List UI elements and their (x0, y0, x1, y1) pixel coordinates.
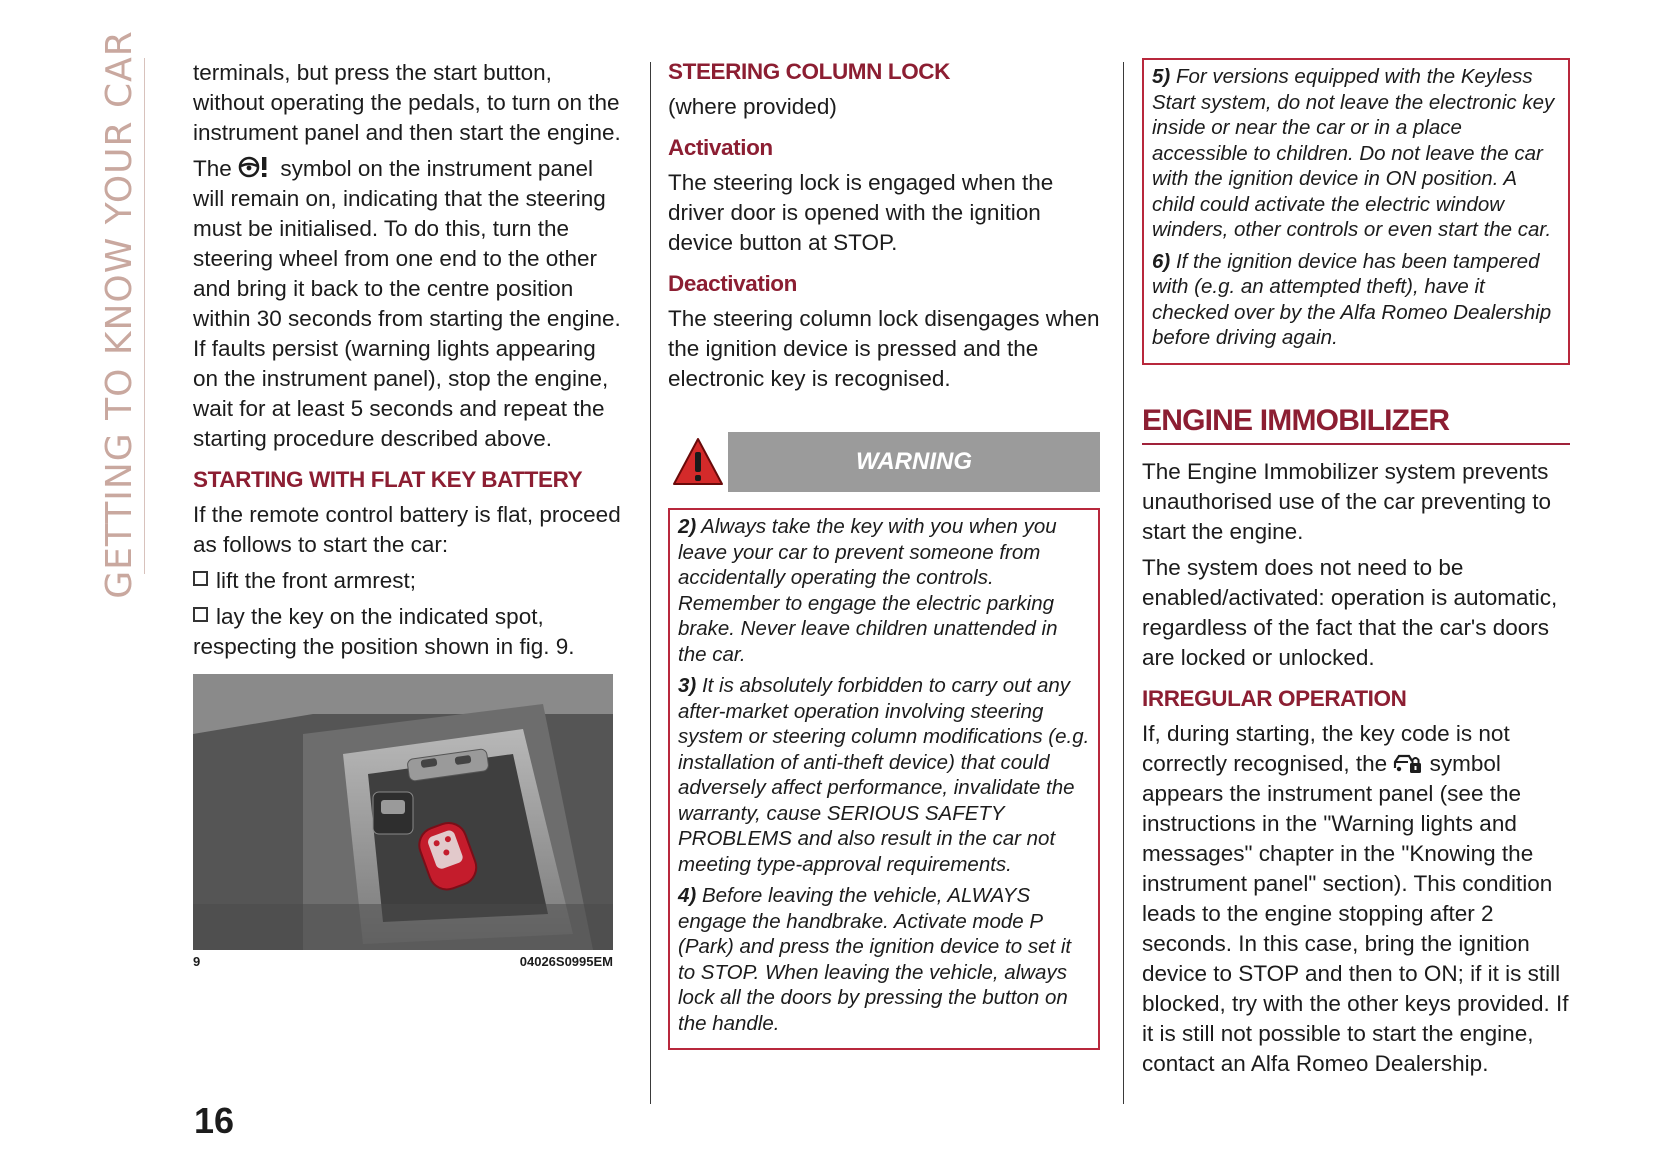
paragraph-immobilizer-1: The Engine Immobilizer system prevents unauthorised use of the car preventing to start the engine. (1142, 458, 1552, 544)
heading-flat-key-battery: STARTING WITH FLAT KEY BATTERY (193, 467, 583, 492)
heading-deactivation: Deactivation (668, 271, 797, 296)
figure-caption (193, 954, 613, 969)
column-2 (668, 58, 1100, 1050)
heading-underline (1142, 443, 1570, 445)
column-divider-2 (1123, 62, 1124, 1104)
section-title-vertical (98, 29, 140, 599)
bullet-box-icon (193, 571, 208, 586)
heading-activation: Activation (668, 135, 773, 160)
subtitle-where-provided: (where provided) (668, 94, 837, 119)
paragraph-flat-battery: If the remote control battery is flat, proceed as follows to start the car: (193, 502, 621, 557)
steering-warning-icon (238, 155, 274, 179)
paragraph-irregular-operation: If, during starting, the key code is not correctly recognised, the symbol appears the instrument panel (see the instructions in the "Warning lights and messages" chapter in the "Knowing the instrument panel" section). This condition leads to the engine stopping after 2 seconds. In this case, bring the ignition device to STOP and then to ON; if it is still blocked, try with the other keys provided. If it is still not possible to start the engine, contact an Alfa Romeo Dealership. (1142, 720, 1569, 1076)
key-placement-photo (193, 674, 613, 950)
paragraph-deactivation: The steering column lock disengages when the ignition device is pressed and the electronic key is recognised. (668, 306, 1100, 391)
heading-steering-column-lock: STEERING COLUMN LOCK (668, 59, 950, 84)
column-3 (1142, 58, 1570, 1085)
bullet-item: lay the key on the indicated spot, respecting the position shown in fig. 9. (193, 604, 575, 659)
warning-note: 5) For versions equipped with the Keyless Start system, do not leave the electronic key inside or near the car or in a place accessible to children. Do not leave the car with the ignition device in ON position. A child could activate the electric window winders, other controls or even start the car. (1152, 65, 1555, 241)
paragraph-start-button: terminals, but press the start button, without operating the pedals, to turn on the instrument panel and then start the engine. (193, 60, 621, 145)
paragraph-steering-init: The symbol on the instrument panel will remain on, indicating that the steering must be initialised. To do this, turn the steering wheel from one end to the other and bring it back to the centre position within 30 seconds from starting the engine. If faults persist (warning lights appearing on the instrument panel), stop the engine, wait for at least 5 seconds and repeat the starting procedure described above. (193, 156, 621, 451)
warning-triangle-icon (672, 436, 724, 488)
figure-number: 9 (193, 954, 201, 969)
bullet-item: lift the front armrest; (193, 566, 623, 596)
figure-key-placement (193, 674, 613, 969)
car-lock-icon (1393, 752, 1423, 774)
warning-note: 4) Before leaving the vehicle, ALWAYS engage the handbrake. Activate mode P (Park) and press the ignition device to set it to STOP. When leaving the vehicle, always lock all the doors by pressing the button on the handle. (678, 884, 1072, 1035)
sidebar-divider (144, 58, 145, 574)
paragraph-activation: The steering lock is engaged when the driver door is opened with the ignition device button at STOP. (668, 170, 1054, 255)
heading-engine-immobilizer: ENGINE IMMOBILIZER (1142, 403, 1450, 437)
paragraph-immobilizer-2: The system does not need to be enabled/activated: operation is automatic, regardless of the fact that the car's doors are locked or unlocked. (1142, 554, 1558, 670)
warning-header (668, 432, 1100, 492)
heading-irregular-operation: IRREGULAR OPERATION (1142, 685, 1407, 711)
section-title-text: GETTING TO KNOW YOUR CAR (98, 29, 140, 599)
figure-code: 04026S0995EM (519, 954, 613, 969)
page-number: 16 (194, 1100, 235, 1141)
warning-note: 2) Always take the key with you when you leave your car to prevent someone from accidentally operating the controls. Remember to engage the electric parking brake. Never leave children unattended in the car. (678, 515, 1058, 666)
warning-note: 6) If the ignition device has been tampered with (e.g. an attempted theft), have it checked over by the Alfa Romeo Dealership before driving again. (1152, 249, 1552, 349)
warning-note: 3) It is absolutely forbidden to carry out any after-market operation involving steering system or steering column modifications (e.g. installation of anti-theft device) that could adversely affect performance, invalidate the warranty, cause SERIOUS SAFETY PROBLEMS and also result in the car not meeting type-approval requirements. (678, 674, 1090, 876)
warning-icon-wrap (668, 432, 728, 492)
bullet-box-icon (193, 607, 208, 622)
column-divider-1 (650, 62, 651, 1104)
column-1 (193, 58, 623, 969)
warning-notes-box (668, 508, 1100, 1050)
warning-notes-box-continued (1142, 58, 1570, 365)
warning-label: WARNING (856, 448, 972, 475)
